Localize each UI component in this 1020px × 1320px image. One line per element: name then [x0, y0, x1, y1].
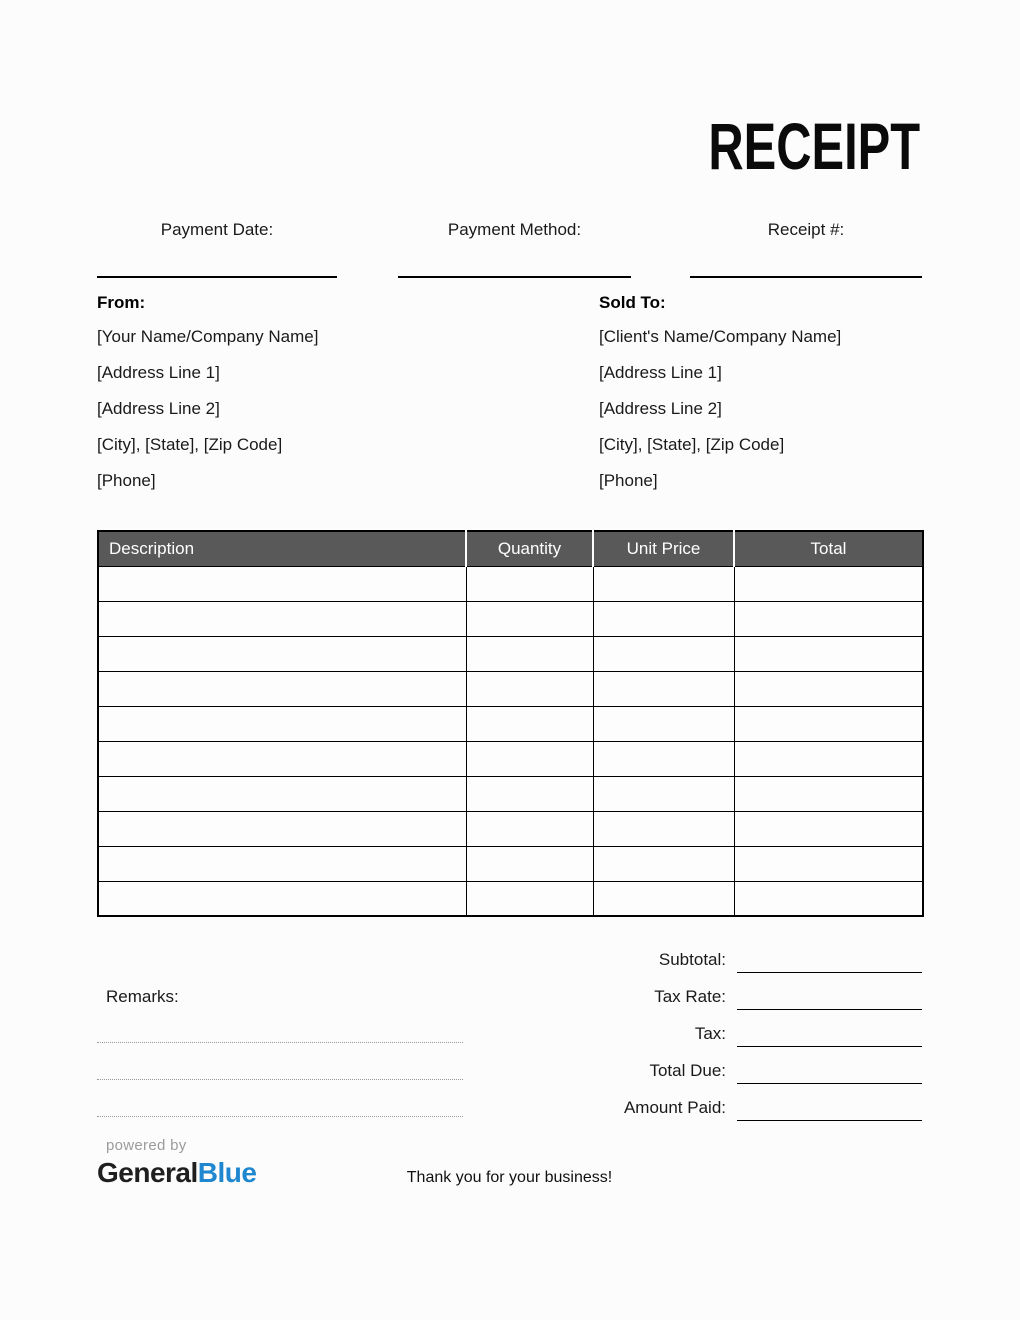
- table-row: [98, 881, 923, 916]
- table-cell: [98, 846, 466, 881]
- table-cell: [734, 636, 923, 671]
- column-header-quantity: Quantity: [466, 531, 593, 566]
- table-row: [98, 811, 923, 846]
- table-cell: [734, 671, 923, 706]
- table-cell: [466, 706, 593, 741]
- table-cell: [466, 881, 593, 916]
- table-cell: [593, 706, 734, 741]
- table-row: [98, 741, 923, 776]
- remarks-blank-line: [97, 1042, 463, 1043]
- sold-to-heading: Sold To:: [599, 293, 666, 312]
- tax-rate-blank-line: [737, 1009, 922, 1011]
- total-due-label: Total Due:: [649, 1060, 726, 1080]
- payment-method-blank-line: [398, 276, 631, 278]
- tax-rate-label: Tax Rate:: [654, 986, 726, 1006]
- items-table-header-row: [98, 531, 923, 566]
- from-section: [97, 293, 477, 499]
- powered-by-text: powered by: [106, 1137, 187, 1154]
- table-row: [98, 776, 923, 811]
- table-cell: [593, 636, 734, 671]
- table-cell: [98, 741, 466, 776]
- table-cell: [466, 776, 593, 811]
- subtotal-label: Subtotal:: [658, 949, 726, 969]
- table-cell: [466, 601, 593, 636]
- table-cell: [593, 741, 734, 776]
- table-cell: [734, 566, 923, 601]
- table-cell: [593, 846, 734, 881]
- table-cell: [734, 811, 923, 846]
- table-cell: [593, 811, 734, 846]
- sold-to-address1-placeholder: [Address Line 1]: [599, 363, 722, 382]
- sold-to-city-placeholder: [City], [State], [Zip Code]: [599, 435, 785, 454]
- tax-blank-line: [737, 1046, 922, 1048]
- from-address1-placeholder: [Address Line 1]: [97, 363, 220, 382]
- from-address2-placeholder: [Address Line 2]: [97, 399, 220, 418]
- table-cell: [98, 601, 466, 636]
- table-cell: [593, 601, 734, 636]
- table-row: [98, 846, 923, 881]
- table-cell: [734, 706, 923, 741]
- amount-paid-blank-line: [737, 1120, 922, 1122]
- items-table: [97, 530, 924, 917]
- sold-to-phone-placeholder: [Phone]: [599, 471, 658, 490]
- remarks-blank-line: [97, 1116, 463, 1117]
- payment-date-blank-line: [97, 276, 337, 278]
- table-cell: [593, 671, 734, 706]
- table-cell: [98, 566, 466, 601]
- thank-you-message: Thank you for your business!: [406, 1169, 613, 1186]
- from-city-placeholder: [City], [State], [Zip Code]: [97, 435, 283, 454]
- sold-to-address2-placeholder: [Address Line 2]: [599, 399, 722, 418]
- remarks-label: Remarks:: [106, 987, 179, 1006]
- table-cell: [593, 776, 734, 811]
- table-cell: [466, 741, 593, 776]
- from-name-placeholder: [Your Name/Company Name]: [97, 327, 319, 346]
- payment-date-label: Payment Date:: [160, 220, 274, 239]
- table-row: [98, 706, 923, 741]
- table-cell: [734, 741, 923, 776]
- table-cell: [593, 566, 734, 601]
- from-heading: From:: [97, 293, 146, 312]
- table-row: [98, 636, 923, 671]
- column-header-total: Total: [734, 531, 923, 566]
- receipt-number-blank-line: [690, 276, 922, 278]
- total-due-blank-line: [737, 1083, 922, 1085]
- table-cell: [593, 881, 734, 916]
- sold-to-section: [599, 293, 979, 499]
- table-cell: [466, 846, 593, 881]
- table-row: [98, 671, 923, 706]
- brand-general-text: General: [97, 1157, 198, 1188]
- table-cell: [98, 776, 466, 811]
- table-cell: [466, 811, 593, 846]
- tax-label: Tax:: [694, 1023, 726, 1043]
- receipt-number-field: [690, 220, 922, 280]
- table-cell: [466, 671, 593, 706]
- table-cell: [734, 776, 923, 811]
- column-header-unit-price: Unit Price: [593, 531, 734, 566]
- table-cell: [734, 601, 923, 636]
- column-header-description: Description: [98, 531, 466, 566]
- amount-paid-label: Amount Paid:: [623, 1097, 726, 1117]
- subtotal-row: [0, 941, 922, 978]
- from-phone-placeholder: [Phone]: [97, 471, 156, 490]
- table-cell: [98, 636, 466, 671]
- table-cell: [466, 636, 593, 671]
- payment-method-label: Payment Method:: [447, 220, 582, 239]
- table-cell: [98, 671, 466, 706]
- document-title: RECEIPT: [708, 109, 920, 183]
- remarks-blank-line: [97, 1079, 463, 1080]
- table-cell: [734, 881, 923, 916]
- payment-date-field: [97, 220, 337, 280]
- table-cell: [98, 706, 466, 741]
- table-cell: [98, 811, 466, 846]
- subtotal-blank-line: [737, 972, 922, 974]
- sold-to-name-placeholder: [Client's Name/Company Name]: [599, 327, 842, 346]
- items-table-body: [98, 566, 923, 916]
- table-cell: [98, 881, 466, 916]
- receipt-number-label: Receipt #:: [767, 220, 845, 239]
- table-cell: [466, 566, 593, 601]
- table-row: [98, 566, 923, 601]
- table-cell: [734, 846, 923, 881]
- table-row: [98, 601, 923, 636]
- brand-blue-text: Blue: [197, 1157, 257, 1188]
- payment-method-field: [398, 220, 631, 280]
